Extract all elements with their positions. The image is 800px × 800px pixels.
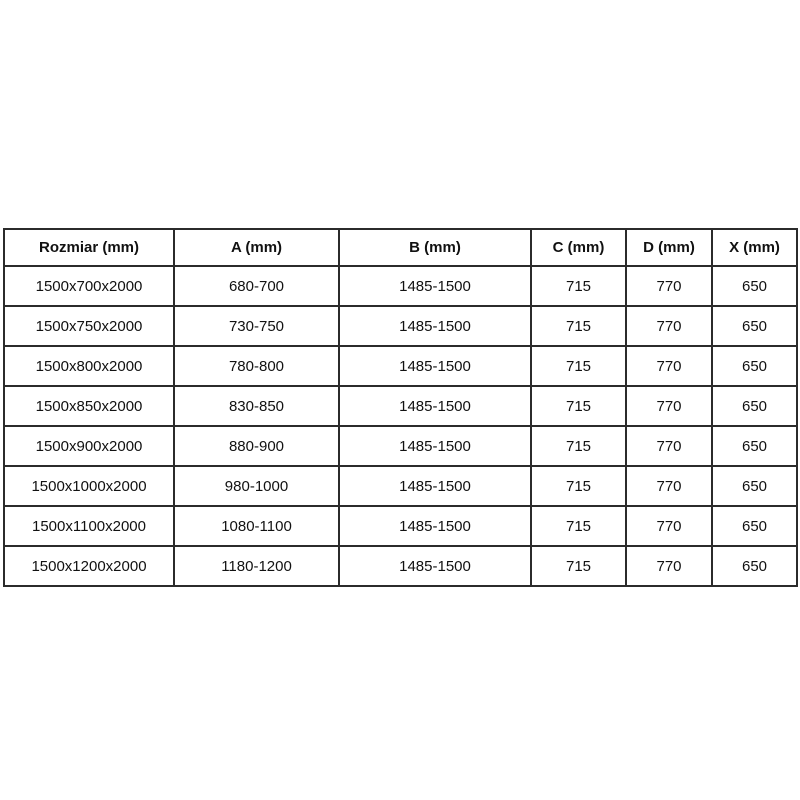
table-cell: 715 [531,466,626,506]
table-body [4,266,797,586]
table-cell: 650 [712,546,797,586]
table-cell: 770 [626,386,712,426]
table-cell: 715 [531,306,626,346]
table-row [4,426,797,466]
table-cell: 1485-1500 [339,506,531,546]
table-cell: 770 [626,346,712,386]
table-cell: 650 [712,426,797,466]
table-cell: 715 [531,266,626,306]
table-cell: 680-700 [174,266,339,306]
table-cell: 715 [531,386,626,426]
table-cell: 1500x1000x2000 [4,466,174,506]
table-cell: 730-750 [174,306,339,346]
table-cell: 715 [531,346,626,386]
table-cell: 1080-1100 [174,506,339,546]
table-header-row [4,229,797,266]
table-cell: 770 [626,466,712,506]
table-cell: 1180-1200 [174,546,339,586]
table-cell: 1485-1500 [339,306,531,346]
table-cell: 1500x700x2000 [4,266,174,306]
table-cell: 1500x750x2000 [4,306,174,346]
table-row [4,346,797,386]
dimension-spec-table [3,228,798,587]
table-header-cell: A (mm) [174,229,339,266]
table-cell: 770 [626,506,712,546]
table-row [4,266,797,306]
table-cell: 770 [626,266,712,306]
table-cell: 830-850 [174,386,339,426]
table-cell: 770 [626,426,712,466]
table-row [4,306,797,346]
table-cell: 770 [626,546,712,586]
table-cell: 650 [712,386,797,426]
table-cell: 1500x900x2000 [4,426,174,466]
table-cell: 1500x850x2000 [4,386,174,426]
table-cell: 770 [626,306,712,346]
table-header-cell: D (mm) [626,229,712,266]
table-row [4,546,797,586]
table-cell: 650 [712,266,797,306]
table-cell: 650 [712,306,797,346]
table-cell: 780-800 [174,346,339,386]
table-cell: 1500x1100x2000 [4,506,174,546]
table-cell: 980-1000 [174,466,339,506]
table-cell: 715 [531,546,626,586]
table-cell: 1485-1500 [339,546,531,586]
table-cell: 1500x1200x2000 [4,546,174,586]
table-header-cell: Rozmiar (mm) [4,229,174,266]
table-row [4,466,797,506]
table-cell: 1485-1500 [339,386,531,426]
table-cell: 1485-1500 [339,266,531,306]
table-header-cell: X (mm) [712,229,797,266]
table-header-cell: C (mm) [531,229,626,266]
table-cell: 880-900 [174,426,339,466]
table-header-cell: B (mm) [339,229,531,266]
table-cell: 650 [712,346,797,386]
table-cell: 650 [712,506,797,546]
table-row [4,506,797,546]
table-cell: 1485-1500 [339,346,531,386]
table-cell: 1485-1500 [339,426,531,466]
table-row [4,386,797,426]
table-cell: 715 [531,506,626,546]
table-cell: 715 [531,426,626,466]
table-cell: 1500x800x2000 [4,346,174,386]
table-cell: 1485-1500 [339,466,531,506]
table-cell: 650 [712,466,797,506]
